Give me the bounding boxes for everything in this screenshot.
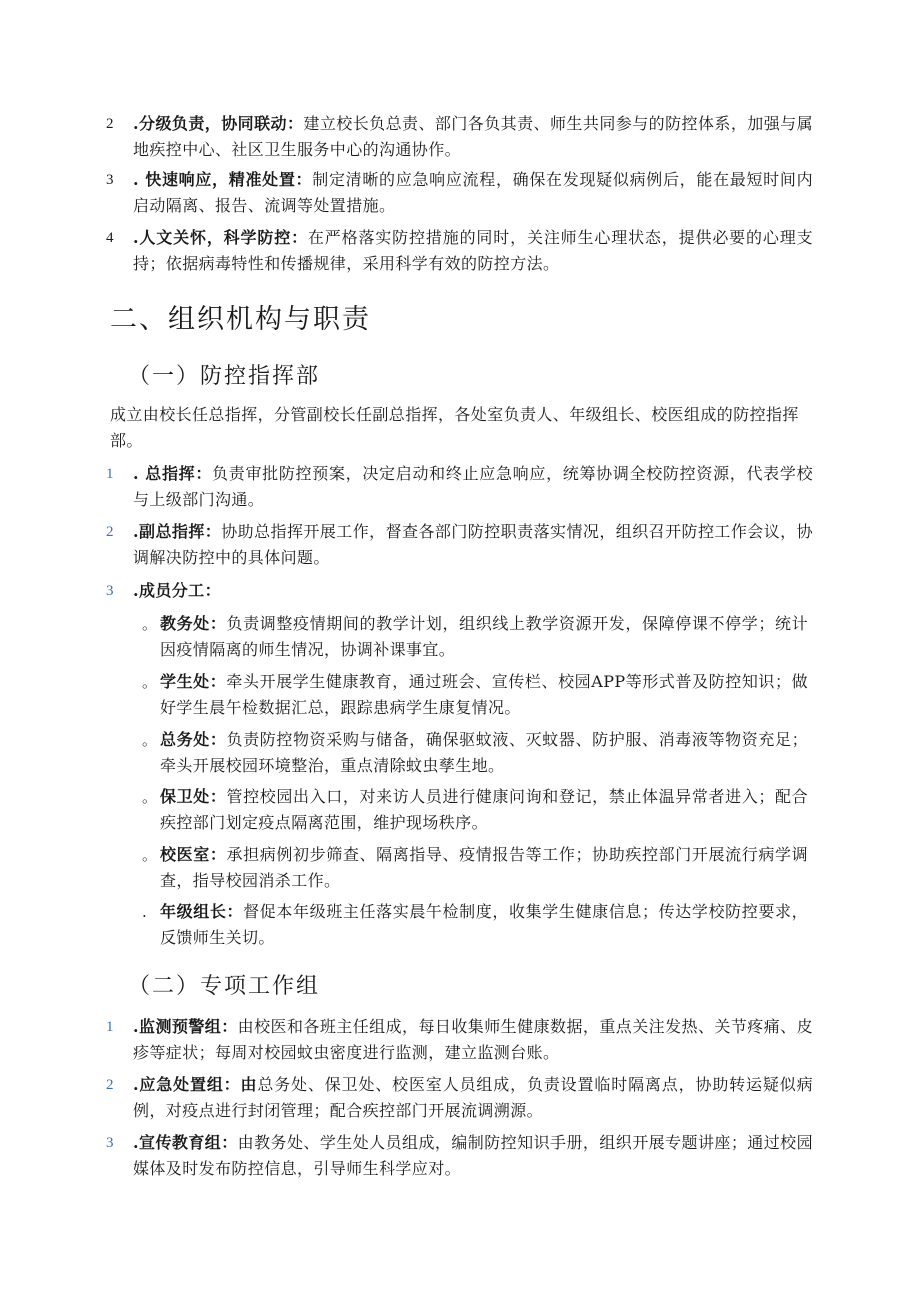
list-text bbox=[133, 111, 813, 163]
item-title: . 总指挥： bbox=[133, 464, 213, 483]
bullet: 。 bbox=[142, 788, 158, 806]
bullet: . bbox=[142, 903, 147, 921]
list-text bbox=[133, 461, 813, 513]
list-text bbox=[133, 578, 813, 604]
list-text bbox=[160, 842, 808, 894]
bullet: 。 bbox=[142, 673, 158, 691]
bullet: 。 bbox=[142, 846, 158, 864]
item-title: 校医室： bbox=[160, 845, 227, 864]
list-number: 1 bbox=[106, 466, 114, 482]
item-title: .副总指挥： bbox=[133, 522, 222, 541]
item-body: 建立校长负总责、部门各负其责、师生共同参与的防控体系，加强与属地疾控中心、社区卫生服务中心的沟通协作。 bbox=[133, 114, 813, 159]
item-body: 负责审批防控预案，决定启动和终止应急响应，统筹协调全校防控资源，代表学校与上级部门沟通。 bbox=[133, 464, 813, 509]
list-text bbox=[133, 225, 813, 277]
item-title: .宣传教育组： bbox=[133, 1133, 238, 1152]
list-text bbox=[160, 669, 808, 721]
item-title: .监测预警组： bbox=[133, 1017, 238, 1036]
section-heading: 二、组织机构与职责 bbox=[110, 304, 371, 335]
list-text bbox=[133, 167, 813, 219]
list-text bbox=[160, 727, 808, 779]
list-number: 3 bbox=[106, 1135, 114, 1151]
item-body: 管控校园出入口，对来访人员进行健康问询和登记，禁止体温异常者进入；配合疾控部门划定疫点隔离范围，维护现场秩序。 bbox=[160, 787, 808, 832]
item-title: 保卫处： bbox=[160, 787, 227, 806]
item-title: .人文关怀，科学防控： bbox=[133, 228, 308, 247]
item-title: .应急处置组：由 bbox=[133, 1075, 258, 1094]
list-number: 3 bbox=[106, 172, 114, 188]
item-title: 年级组长： bbox=[160, 902, 244, 921]
bullet: 。 bbox=[142, 731, 158, 749]
item-body: 总务处、保卫处、校医室人员组成，负责设置临时隔离点，协助转运疑似病例，对疫点进行封闭管理；配合疾控部门开展流调溯源。 bbox=[133, 1075, 813, 1120]
subsection-heading: （一）防控指挥部 bbox=[128, 364, 321, 389]
item-title: .分级负责，协同联动： bbox=[133, 114, 304, 133]
item-body: 制定清晰的应急响应流程，确保在发现疑似病例后，能在最短时间内启动隔离、报告、流调等处置措施。 bbox=[133, 170, 813, 215]
list-text bbox=[160, 899, 808, 951]
item-body: 在严格落实防控措施的同时，关注师生心理状态，提供必要的心理支持；依据病毒特性和传播规律，采用科学有效的防控方法。 bbox=[133, 228, 813, 273]
list-number: 4 bbox=[106, 230, 114, 246]
item-body: 牵头开展学生健康教育，通过班会、宣传栏、校园APP等形式普及防控知识；做好学生晨午检数据汇总，跟踪患病学生康复情况。 bbox=[160, 672, 808, 717]
list-number: 3 bbox=[106, 583, 114, 599]
item-title: 教务处： bbox=[160, 614, 227, 633]
list-text bbox=[133, 519, 813, 571]
list-text bbox=[160, 611, 808, 663]
item-title: 总务处： bbox=[160, 730, 227, 749]
list-number: 2 bbox=[106, 1077, 114, 1093]
item-body: 负责调整疫情期间的教学计划，组织线上教学资源开发，保障停课不停学；统计因疫情隔离的师生情况，协调补课事宜。 bbox=[160, 614, 808, 659]
item-body: 负责防控物资采购与储备，确保驱蚊液、灭蚊器、防护服、消毒液等物资充足；牵头开展校园环境整治，重点清除蚊虫孳生地。 bbox=[160, 730, 808, 775]
list-number: 2 bbox=[106, 116, 114, 132]
item-body: 督促本年级班主任落实晨午检制度，收集学生健康信息；传达学校防控要求，反馈师生关切。 bbox=[160, 902, 808, 947]
item-body: 由教务处、学生处人员组成，编制防控知识手册，组织开展专题讲座；通过校园媒体及时发布防控信息，引导师生科学应对。 bbox=[133, 1133, 813, 1178]
subsection-heading: （二）专项工作组 bbox=[128, 974, 321, 999]
item-title: 学生处： bbox=[160, 672, 227, 691]
item-body: 承担病例初步筛查、隔离指导、疫情报告等工作；协助疾控部门开展流行病学调查，指导校园消杀工作。 bbox=[160, 845, 808, 890]
item-title: . 快速响应，精准处置： bbox=[133, 170, 313, 189]
list-text bbox=[133, 1130, 813, 1182]
list-number: 1 bbox=[106, 1019, 114, 1035]
item-body: 协助总指挥开展工作，督查各部门防控职责落实情况，组织召开防控工作会议，协调解决防控中的具体问题。 bbox=[133, 522, 813, 567]
list-text bbox=[160, 784, 808, 836]
bullet: 。 bbox=[142, 615, 158, 633]
item-title: .成员分工： bbox=[133, 581, 221, 600]
item-body: 由校医和各班主任组成，每日收集师生健康数据，重点关注发热、关节疼痛、皮疹等症状；每周对校园蚊虫密度进行监测，建立监测台账。 bbox=[133, 1017, 813, 1062]
intro-paragraph: 成立由校长任总指挥，分管副校长任副总指挥，各处室负责人、年级组长、校医组成的防控指挥部。 bbox=[110, 405, 799, 450]
list-text bbox=[133, 1014, 813, 1066]
list-number: 2 bbox=[106, 524, 114, 540]
list-text bbox=[133, 1072, 813, 1124]
